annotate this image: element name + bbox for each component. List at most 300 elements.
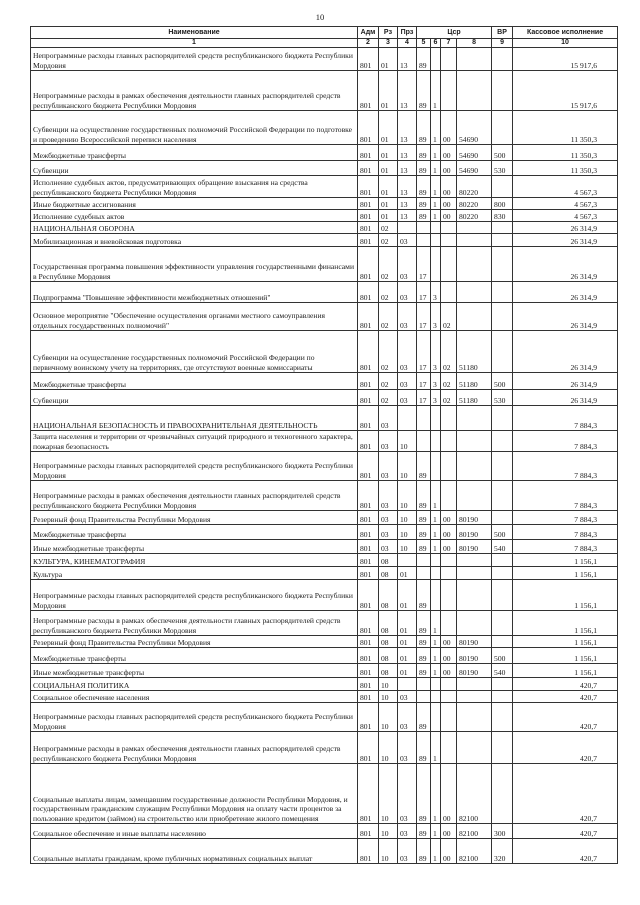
- column-number-row: [31, 39, 618, 48]
- row-prz: 03: [398, 303, 417, 331]
- row-csr-program: 89: [417, 839, 431, 864]
- row-sum: 26 314,9: [513, 373, 618, 390]
- header-sum: Кассовое исполнение: [513, 27, 618, 39]
- row-sum: 26 314,9: [513, 390, 618, 406]
- row-rz: 01: [379, 210, 398, 222]
- row-csr-subprogram: 1: [431, 540, 441, 554]
- header-prz: Прз: [398, 27, 417, 39]
- row-name: Непрограммные расходы главных распорядителей средств республиканского бюджета Республики Мордовия: [31, 580, 358, 611]
- row-name: Непрограммные расходы главных распорядителей средств республиканского бюджета Республики Мордовия: [31, 48, 358, 71]
- row-csr-subprogram: 1: [431, 824, 441, 839]
- row-vr: [492, 554, 513, 567]
- row-csr-direction: 80190: [457, 511, 492, 525]
- table-row: [31, 406, 618, 431]
- row-name: Иные межбюджетные трансферты: [31, 664, 358, 678]
- row-vr: [492, 176, 513, 198]
- row-sum: 26 314,9: [513, 222, 618, 234]
- row-csr-subprogram: [431, 580, 441, 611]
- row-name: Субвенции: [31, 161, 358, 176]
- table-row: [31, 703, 618, 732]
- row-csr-program: [417, 691, 431, 703]
- row-name: Непрограммные расходы в рамках обеспечения деятельности главных распорядителей средств республиканского бюджета Республики Мордовия: [31, 611, 358, 636]
- row-csr-subprogram: 1: [431, 176, 441, 198]
- row-vr: 530: [492, 161, 513, 176]
- row-rz: 02: [379, 390, 398, 406]
- row-name: Субвенции на осуществление государственных полномочий Российской Федерации по первичному воинскому учету на территориях, где отсутствуют военные комиссариаты: [31, 331, 358, 373]
- row-csr-event: 00: [441, 198, 457, 210]
- col-number: 8: [457, 39, 492, 48]
- row-vr: 300: [492, 824, 513, 839]
- row-csr-direction: [457, 71, 492, 111]
- row-rz: 03: [379, 525, 398, 540]
- row-adm: 801: [358, 764, 379, 824]
- row-prz: 01: [398, 567, 417, 580]
- row-sum: 1 156,1: [513, 648, 618, 664]
- row-adm: 801: [358, 210, 379, 222]
- row-csr-program: 89: [417, 145, 431, 161]
- row-prz: 10: [398, 540, 417, 554]
- row-csr-program: 89: [417, 664, 431, 678]
- row-csr-event: [441, 406, 457, 431]
- table-row: [31, 764, 618, 824]
- row-rz: 03: [379, 481, 398, 511]
- row-adm: 801: [358, 331, 379, 373]
- row-csr-subprogram: 1: [431, 764, 441, 824]
- row-csr-subprogram: 1: [431, 648, 441, 664]
- row-prz: 13: [398, 145, 417, 161]
- row-sum: 420,7: [513, 691, 618, 703]
- row-sum: 420,7: [513, 764, 618, 824]
- row-name: Социальные выплаты гражданам, кроме публичных нормативных социальных выплат: [31, 839, 358, 864]
- row-sum: 26 314,9: [513, 247, 618, 282]
- row-adm: 801: [358, 71, 379, 111]
- row-csr-program: 89: [417, 48, 431, 71]
- table-row: [31, 678, 618, 691]
- row-sum: 7 884,3: [513, 431, 618, 452]
- row-csr-event: 00: [441, 764, 457, 824]
- row-rz: 08: [379, 636, 398, 648]
- row-adm: 801: [358, 48, 379, 71]
- row-csr-event: 00: [441, 824, 457, 839]
- row-csr-subprogram: [431, 452, 441, 481]
- row-prz: 03: [398, 234, 417, 247]
- row-adm: 801: [358, 145, 379, 161]
- row-csr-direction: [457, 732, 492, 764]
- row-csr-event: 00: [441, 525, 457, 540]
- row-rz: 08: [379, 611, 398, 636]
- table-row: [31, 303, 618, 331]
- row-csr-subprogram: [431, 247, 441, 282]
- row-csr-program: [417, 678, 431, 691]
- header-csr: Цср: [417, 27, 492, 39]
- table-row: [31, 691, 618, 703]
- row-csr-direction: [457, 554, 492, 567]
- row-csr-program: 89: [417, 764, 431, 824]
- row-csr-event: [441, 611, 457, 636]
- row-rz: 10: [379, 839, 398, 864]
- row-csr-event: [441, 678, 457, 691]
- row-prz: 03: [398, 764, 417, 824]
- row-prz: [398, 678, 417, 691]
- row-csr-subprogram: [431, 222, 441, 234]
- row-sum: 7 884,3: [513, 540, 618, 554]
- row-csr-event: 02: [441, 331, 457, 373]
- row-prz: 03: [398, 691, 417, 703]
- table-row: [31, 540, 618, 554]
- row-rz: 03: [379, 540, 398, 554]
- table-row: [31, 452, 618, 481]
- header-rz: Рз: [379, 27, 398, 39]
- row-adm: 801: [358, 540, 379, 554]
- header-adm: Адм: [358, 27, 379, 39]
- row-csr-subprogram: 3: [431, 331, 441, 373]
- row-csr-program: [417, 567, 431, 580]
- row-name: Основное мероприятие "Обеспечение осуществления органами местного самоуправления отдельных государственных полномочий": [31, 303, 358, 331]
- row-csr-program: [417, 222, 431, 234]
- row-csr-direction: 54690: [457, 111, 492, 145]
- row-vr: [492, 452, 513, 481]
- row-csr-program: 17: [417, 331, 431, 373]
- row-sum: 11 350,3: [513, 145, 618, 161]
- row-adm: 801: [358, 222, 379, 234]
- row-csr-direction: 80190: [457, 664, 492, 678]
- row-csr-subprogram: [431, 431, 441, 452]
- header-vr: ВР: [492, 27, 513, 39]
- row-csr-direction: [457, 703, 492, 732]
- row-csr-program: 89: [417, 452, 431, 481]
- row-csr-program: 89: [417, 210, 431, 222]
- row-csr-direction: [457, 222, 492, 234]
- row-sum: 7 884,3: [513, 452, 618, 481]
- row-prz: 01: [398, 611, 417, 636]
- row-rz: 08: [379, 664, 398, 678]
- row-rz: 08: [379, 567, 398, 580]
- row-vr: [492, 431, 513, 452]
- row-rz: 08: [379, 580, 398, 611]
- row-csr-direction: [457, 580, 492, 611]
- row-vr: [492, 234, 513, 247]
- row-csr-program: [417, 406, 431, 431]
- row-csr-program: 89: [417, 525, 431, 540]
- table-row: [31, 839, 618, 864]
- row-name: НАЦИОНАЛЬНАЯ ОБОРОНА: [31, 222, 358, 234]
- row-csr-event: [441, 48, 457, 71]
- table-row: [31, 282, 618, 303]
- row-rz: 03: [379, 431, 398, 452]
- row-csr-event: 00: [441, 176, 457, 198]
- row-sum: 11 350,3: [513, 111, 618, 145]
- row-csr-program: 17: [417, 373, 431, 390]
- row-sum: 420,7: [513, 839, 618, 864]
- row-name: НАЦИОНАЛЬНАЯ БЕЗОПАСНОСТЬ И ПРАВООХРАНИТЕЛЬНАЯ ДЕЯТЕЛЬНОСТЬ: [31, 406, 358, 431]
- row-sum: 1 156,1: [513, 636, 618, 648]
- row-rz: 10: [379, 824, 398, 839]
- row-name: Субвенции на осуществление государственных полномочий Российской Федерации по подготовке и проведению Всероссийской переписи населения: [31, 111, 358, 145]
- row-csr-direction: [457, 431, 492, 452]
- row-rz: 02: [379, 303, 398, 331]
- col-number: 5: [417, 39, 431, 48]
- row-adm: 801: [358, 176, 379, 198]
- row-vr: 500: [492, 648, 513, 664]
- row-sum: 26 314,9: [513, 331, 618, 373]
- row-csr-subprogram: [431, 703, 441, 732]
- row-name: КУЛЬТУРА, КИНЕМАТОГРАФИЯ: [31, 554, 358, 567]
- row-csr-event: [441, 282, 457, 303]
- table-row: [31, 611, 618, 636]
- row-adm: 801: [358, 648, 379, 664]
- row-prz: 03: [398, 282, 417, 303]
- row-vr: [492, 567, 513, 580]
- row-csr-direction: 80190: [457, 636, 492, 648]
- row-adm: 801: [358, 678, 379, 691]
- row-vr: 530: [492, 390, 513, 406]
- row-rz: 01: [379, 176, 398, 198]
- row-csr-event: [441, 222, 457, 234]
- row-vr: [492, 111, 513, 145]
- row-csr-event: [441, 234, 457, 247]
- row-csr-program: 89: [417, 111, 431, 145]
- row-adm: 801: [358, 247, 379, 282]
- row-adm: 801: [358, 406, 379, 431]
- row-rz: 10: [379, 691, 398, 703]
- row-adm: 801: [358, 234, 379, 247]
- row-adm: 801: [358, 373, 379, 390]
- row-sum: 1 156,1: [513, 664, 618, 678]
- row-csr-program: 17: [417, 390, 431, 406]
- row-csr-event: 00: [441, 161, 457, 176]
- row-csr-direction: [457, 481, 492, 511]
- row-csr-event: [441, 703, 457, 732]
- row-csr-subprogram: [431, 691, 441, 703]
- row-csr-event: 00: [441, 664, 457, 678]
- row-vr: [492, 580, 513, 611]
- page-number: 10: [315, 12, 325, 22]
- row-csr-event: [441, 691, 457, 703]
- col-number: 1: [31, 39, 358, 48]
- row-rz: 01: [379, 111, 398, 145]
- row-adm: 801: [358, 703, 379, 732]
- table-row: [31, 234, 618, 247]
- row-vr: [492, 303, 513, 331]
- row-rz: 01: [379, 198, 398, 210]
- row-name: Мобилизационная и вневойсковая подготовка: [31, 234, 358, 247]
- row-vr: [492, 678, 513, 691]
- row-rz: 08: [379, 648, 398, 664]
- row-rz: 03: [379, 452, 398, 481]
- row-name: Социальное обеспечение населения: [31, 691, 358, 703]
- row-csr-direction: 80190: [457, 540, 492, 554]
- row-csr-direction: 51180: [457, 373, 492, 390]
- row-adm: 801: [358, 161, 379, 176]
- row-csr-subprogram: [431, 406, 441, 431]
- row-name: Иные межбюджетные трансферты: [31, 540, 358, 554]
- row-prz: 13: [398, 71, 417, 111]
- row-csr-event: [441, 732, 457, 764]
- row-sum: 420,7: [513, 703, 618, 732]
- row-csr-direction: 80190: [457, 648, 492, 664]
- row-sum: 7 884,3: [513, 511, 618, 525]
- row-csr-event: 00: [441, 511, 457, 525]
- row-prz: 10: [398, 452, 417, 481]
- row-csr-subprogram: [431, 48, 441, 71]
- row-csr-direction: [457, 678, 492, 691]
- row-csr-direction: 82100: [457, 824, 492, 839]
- row-csr-subprogram: 1: [431, 210, 441, 222]
- row-csr-direction: 51180: [457, 331, 492, 373]
- row-sum: 4 567,3: [513, 198, 618, 210]
- row-csr-event: 00: [441, 648, 457, 664]
- row-csr-subprogram: 1: [431, 664, 441, 678]
- row-sum: 11 350,3: [513, 161, 618, 176]
- row-rz: 02: [379, 373, 398, 390]
- row-prz: 13: [398, 48, 417, 71]
- row-name: Межбюджетные трансферты: [31, 373, 358, 390]
- row-vr: [492, 481, 513, 511]
- row-prz: 03: [398, 703, 417, 732]
- row-sum: 15 917,6: [513, 48, 618, 71]
- row-vr: 800: [492, 198, 513, 210]
- row-name: Непрограммные расходы главных распорядителей средств республиканского бюджета Республики Мордовия: [31, 703, 358, 732]
- row-adm: 801: [358, 111, 379, 145]
- row-csr-subprogram: 1: [431, 198, 441, 210]
- row-csr-event: [441, 247, 457, 282]
- table-row: [31, 161, 618, 176]
- row-csr-program: 89: [417, 71, 431, 111]
- row-adm: 801: [358, 390, 379, 406]
- table-row: [31, 210, 618, 222]
- row-prz: 01: [398, 664, 417, 678]
- row-csr-direction: [457, 452, 492, 481]
- table-row: [31, 71, 618, 111]
- row-adm: 801: [358, 554, 379, 567]
- row-sum: 1 156,1: [513, 611, 618, 636]
- row-csr-event: [441, 567, 457, 580]
- row-vr: [492, 511, 513, 525]
- expenditure-table: [30, 26, 618, 864]
- row-rz: 01: [379, 48, 398, 71]
- row-csr-program: 17: [417, 282, 431, 303]
- row-name: Подпрограмма "Повышение эффективности межбюджетных отношений": [31, 282, 358, 303]
- row-prz: 10: [398, 431, 417, 452]
- row-sum: 420,7: [513, 732, 618, 764]
- row-csr-subprogram: 1: [431, 636, 441, 648]
- row-csr-direction: [457, 303, 492, 331]
- row-adm: 801: [358, 525, 379, 540]
- row-csr-event: [441, 431, 457, 452]
- row-adm: 801: [358, 567, 379, 580]
- row-csr-program: 89: [417, 540, 431, 554]
- row-prz: 10: [398, 511, 417, 525]
- row-csr-event: 00: [441, 145, 457, 161]
- row-csr-program: 89: [417, 648, 431, 664]
- row-prz: 01: [398, 648, 417, 664]
- row-name: Непрограммные расходы главных распорядителей средств республиканского бюджета Республики Мордовия: [31, 452, 358, 481]
- row-adm: 801: [358, 452, 379, 481]
- row-csr-program: 89: [417, 198, 431, 210]
- row-csr-program: 89: [417, 732, 431, 764]
- row-csr-event: [441, 481, 457, 511]
- row-name: Социальное обеспечение и иные выплаты населению: [31, 824, 358, 839]
- row-rz: 10: [379, 764, 398, 824]
- row-rz: 01: [379, 145, 398, 161]
- row-sum: 420,7: [513, 678, 618, 691]
- col-number: 4: [398, 39, 417, 48]
- col-number: 3: [379, 39, 398, 48]
- row-name: Непрограммные расходы в рамках обеспечения деятельности главных распорядителей средств республиканского бюджета Республики Мордовия: [31, 71, 358, 111]
- row-csr-direction: 80220: [457, 198, 492, 210]
- row-csr-subprogram: 1: [431, 839, 441, 864]
- row-name: Исполнение судебных актов: [31, 210, 358, 222]
- table-row: [31, 664, 618, 678]
- row-csr-subprogram: [431, 554, 441, 567]
- row-vr: [492, 691, 513, 703]
- row-sum: 7 884,3: [513, 406, 618, 431]
- row-csr-direction: 80190: [457, 525, 492, 540]
- row-sum: 15 917,6: [513, 71, 618, 111]
- row-csr-program: 89: [417, 161, 431, 176]
- row-rz: 02: [379, 234, 398, 247]
- row-adm: 801: [358, 839, 379, 864]
- row-csr-program: 89: [417, 176, 431, 198]
- table-row: [31, 48, 618, 71]
- row-vr: [492, 611, 513, 636]
- col-number: 10: [513, 39, 618, 48]
- table-row: [31, 431, 618, 452]
- row-prz: 03: [398, 390, 417, 406]
- row-prz: 03: [398, 247, 417, 282]
- row-csr-direction: 54690: [457, 161, 492, 176]
- row-name: Исполнение судебных актов, предусматривающих обращение взыскания на средства республиканского бюджета Республики Мордовия: [31, 176, 358, 198]
- row-csr-program: 89: [417, 580, 431, 611]
- table-row: [31, 824, 618, 839]
- row-sum: 4 567,3: [513, 210, 618, 222]
- row-csr-program: 89: [417, 703, 431, 732]
- row-vr: [492, 703, 513, 732]
- row-csr-subprogram: 1: [431, 481, 441, 511]
- row-prz: 03: [398, 373, 417, 390]
- table-row: [31, 176, 618, 198]
- row-rz: 10: [379, 703, 398, 732]
- row-name: Непрограммные расходы в рамках обеспечения деятельности главных распорядителей средств республиканского бюджета Республики Мордовия: [31, 481, 358, 511]
- row-prz: 10: [398, 481, 417, 511]
- row-csr-direction: [457, 48, 492, 71]
- table-row: [31, 247, 618, 282]
- row-vr: [492, 636, 513, 648]
- row-adm: 801: [358, 824, 379, 839]
- row-rz: 02: [379, 222, 398, 234]
- row-csr-subprogram: 1: [431, 732, 441, 764]
- row-csr-program: 89: [417, 636, 431, 648]
- row-vr: 500: [492, 525, 513, 540]
- row-csr-subprogram: 1: [431, 161, 441, 176]
- row-csr-subprogram: 1: [431, 611, 441, 636]
- table-row: [31, 198, 618, 210]
- row-csr-subprogram: 3: [431, 303, 441, 331]
- row-vr: [492, 222, 513, 234]
- row-adm: 801: [358, 732, 379, 764]
- row-adm: 801: [358, 481, 379, 511]
- row-name: Межбюджетные трансферты: [31, 648, 358, 664]
- row-csr-program: 89: [417, 481, 431, 511]
- row-adm: 801: [358, 198, 379, 210]
- table-row: [31, 732, 618, 764]
- row-prz: 01: [398, 636, 417, 648]
- row-name: Субвенции: [31, 390, 358, 406]
- row-name: Социальные выплаты лицам, замещавшим государственные должности Республики Мордовия, и государственным гражданским служащим Республики Мордовия на оплату части процентов за пользование кредитом (займом) на строительство или приобретение жилого помещения: [31, 764, 358, 824]
- row-adm: 801: [358, 431, 379, 452]
- row-prz: 10: [398, 525, 417, 540]
- row-csr-program: 17: [417, 247, 431, 282]
